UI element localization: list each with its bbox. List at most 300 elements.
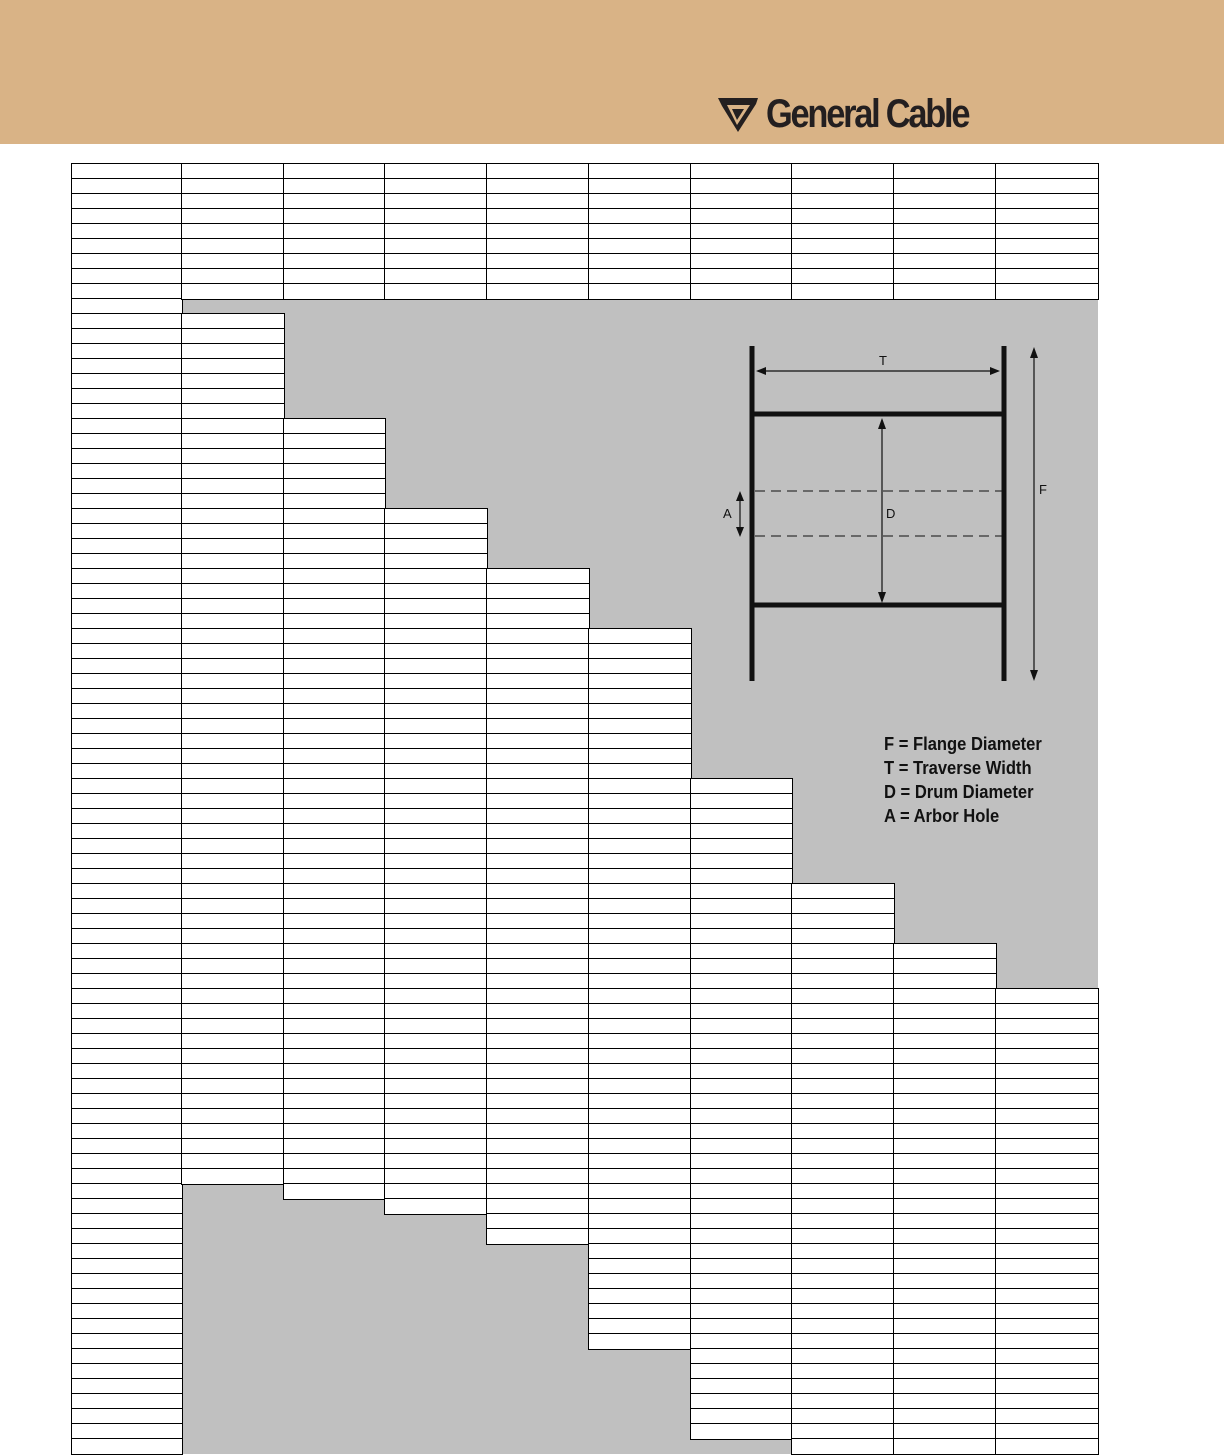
table-cell — [72, 539, 182, 554]
table-cell — [182, 734, 284, 749]
table-cell — [996, 1019, 1098, 1034]
table-cell — [385, 704, 487, 719]
table-cell — [792, 1214, 894, 1229]
table-cell — [487, 1109, 589, 1124]
table-cell — [894, 1409, 996, 1424]
table-cell — [284, 599, 385, 614]
table-cell — [385, 809, 487, 824]
table-cell — [385, 1124, 487, 1139]
table-cell — [792, 269, 894, 284]
table-cell — [996, 1229, 1098, 1244]
table-cell — [589, 914, 691, 929]
table-cell — [385, 599, 487, 614]
table-cell — [792, 1274, 894, 1289]
table-cell — [72, 494, 182, 509]
reel-legend — [884, 732, 1042, 828]
table-cell — [589, 959, 691, 974]
table-cell — [182, 689, 284, 704]
table-cell — [284, 269, 385, 284]
table-cell — [385, 764, 487, 779]
table-cell — [72, 164, 182, 179]
table-cell — [182, 524, 284, 539]
table-cell — [894, 269, 996, 284]
table-cell — [385, 569, 487, 584]
table-cell — [894, 1124, 996, 1139]
table-cell — [996, 1034, 1098, 1049]
table-cell — [72, 1229, 182, 1244]
table-cell — [182, 419, 284, 434]
table-cell — [996, 1094, 1098, 1109]
table-cell — [72, 359, 182, 374]
table-cell — [284, 1004, 385, 1019]
table-cell — [589, 1064, 691, 1079]
table-cell — [996, 254, 1098, 269]
table-cell — [385, 989, 487, 1004]
table-cell — [996, 164, 1098, 179]
table-cell — [182, 389, 284, 404]
table-cell — [72, 1064, 182, 1079]
table-cell — [182, 314, 284, 329]
table-cell — [691, 1124, 792, 1139]
table-cell — [996, 194, 1098, 209]
table-cell — [792, 179, 894, 194]
table-cell — [284, 1169, 385, 1184]
table-cell — [385, 584, 487, 599]
table-cell — [487, 1079, 589, 1094]
table-cell — [72, 1304, 182, 1319]
table-cell — [996, 1049, 1098, 1064]
table-cell — [72, 1349, 182, 1364]
table-cell — [487, 1094, 589, 1109]
table-cell — [996, 209, 1098, 224]
table-cell — [691, 1169, 792, 1184]
table-cell — [589, 1259, 691, 1274]
table-cell — [182, 1094, 284, 1109]
table-cell — [996, 1064, 1098, 1079]
table-cell — [385, 1079, 487, 1094]
table-cell — [996, 1409, 1098, 1424]
table-cell — [996, 1319, 1098, 1334]
table-cell — [691, 1049, 792, 1064]
table-cell — [72, 704, 182, 719]
table-cell — [72, 749, 182, 764]
table-cell — [487, 959, 589, 974]
table-cell — [385, 164, 487, 179]
table-cell — [691, 239, 792, 254]
table-cell — [72, 914, 182, 929]
table-cell — [385, 1034, 487, 1049]
table-cell — [284, 1124, 385, 1139]
table-cell — [284, 839, 385, 854]
table-cell — [894, 1139, 996, 1154]
table-cell — [284, 809, 385, 824]
table-cell — [72, 629, 182, 644]
table-cell — [385, 854, 487, 869]
table-cell — [589, 1019, 691, 1034]
table-cell — [894, 1199, 996, 1214]
table-cell — [894, 1319, 996, 1334]
table-cell — [691, 1079, 792, 1094]
table-cell — [691, 1004, 792, 1019]
table-cell — [792, 974, 894, 989]
table-cell — [72, 1409, 182, 1424]
table-cell — [792, 1139, 894, 1154]
table-cell — [691, 1349, 792, 1364]
table-cell — [589, 239, 691, 254]
table-cell — [385, 269, 487, 284]
table-cell — [284, 779, 385, 794]
table-cell — [487, 884, 589, 899]
table-cell — [182, 479, 284, 494]
table-cell — [589, 1274, 691, 1289]
table-cell — [487, 779, 589, 794]
table-cell — [487, 284, 589, 299]
table-cell — [894, 224, 996, 239]
table-cell — [589, 944, 691, 959]
table-cell — [284, 929, 385, 944]
table-cell — [72, 689, 182, 704]
table-cell — [894, 1064, 996, 1079]
table-cell — [72, 1154, 182, 1169]
table-cell — [487, 1049, 589, 1064]
table-cell — [487, 1124, 589, 1139]
table-cell — [182, 164, 284, 179]
table-cell — [487, 164, 589, 179]
table-cell — [72, 614, 182, 629]
table-cell — [182, 1019, 284, 1034]
table-cell — [487, 584, 589, 599]
table-cell — [589, 659, 691, 674]
table-cell — [792, 1259, 894, 1274]
table-cell — [487, 569, 589, 584]
table-cell — [72, 809, 182, 824]
table-cell — [691, 1304, 792, 1319]
table-cell — [487, 1214, 589, 1229]
table-cell — [894, 1244, 996, 1259]
table-cell — [894, 1424, 996, 1439]
table-cell — [182, 1034, 284, 1049]
table-cell — [182, 494, 284, 509]
table-cell — [284, 239, 385, 254]
table-cell — [792, 1379, 894, 1394]
table-cell — [182, 659, 284, 674]
table-cell — [284, 884, 385, 899]
table-cell — [182, 644, 284, 659]
table-cell — [691, 1409, 792, 1424]
table-cell — [589, 1034, 691, 1049]
table-cell — [691, 224, 792, 239]
table-cell — [284, 824, 385, 839]
table-cell — [894, 1004, 996, 1019]
table-cell — [894, 1229, 996, 1244]
table-cell — [691, 974, 792, 989]
table-cell — [385, 824, 487, 839]
table-cell — [487, 944, 589, 959]
table-cell — [792, 239, 894, 254]
table-cell — [792, 1004, 894, 1019]
table-cell — [385, 524, 487, 539]
table-cell — [182, 1169, 284, 1184]
table-cell — [792, 224, 894, 239]
table-cell — [792, 1154, 894, 1169]
table-cell — [792, 1289, 894, 1304]
table-cell — [487, 1034, 589, 1049]
table-cell — [894, 1274, 996, 1289]
table-cell — [996, 224, 1098, 239]
table-cell — [792, 1034, 894, 1049]
table-cell — [894, 1049, 996, 1064]
table-cell — [284, 1064, 385, 1079]
table-cell — [487, 659, 589, 674]
table-cell — [996, 1079, 1098, 1094]
table-cell — [996, 179, 1098, 194]
table-cell — [792, 1019, 894, 1034]
table-cell — [996, 1304, 1098, 1319]
table-cell — [691, 944, 792, 959]
table-cell — [589, 1319, 691, 1334]
table-cell — [996, 1184, 1098, 1199]
table-cell — [487, 599, 589, 614]
table-cell — [182, 839, 284, 854]
table-cell — [487, 674, 589, 689]
table-cell — [72, 1049, 182, 1064]
table-cell — [691, 794, 792, 809]
table-cell — [182, 254, 284, 269]
table-cell — [385, 509, 487, 524]
table-cell — [894, 1184, 996, 1199]
table-cell — [996, 1394, 1098, 1409]
table-cell — [72, 1439, 182, 1454]
table-cell — [792, 1439, 894, 1454]
table-cell — [487, 614, 589, 629]
table-cell — [589, 1004, 691, 1019]
table-cell — [72, 269, 182, 284]
table-cell — [487, 749, 589, 764]
table-cell — [792, 899, 894, 914]
table-cell — [589, 869, 691, 884]
table-cell — [72, 434, 182, 449]
table-cell — [385, 1139, 487, 1154]
header-banner — [0, 0, 1224, 144]
table-cell — [72, 779, 182, 794]
table-cell — [182, 1124, 284, 1139]
table-cell — [182, 914, 284, 929]
table-cell — [487, 254, 589, 269]
table-cell — [385, 1064, 487, 1079]
table-cell — [589, 1289, 691, 1304]
table-cell — [894, 1169, 996, 1184]
table-cell — [385, 974, 487, 989]
table-cell — [589, 1079, 691, 1094]
table-cell — [996, 1379, 1098, 1394]
table-cell — [792, 1409, 894, 1424]
table-cell — [182, 929, 284, 944]
table-cell — [589, 929, 691, 944]
table-cell — [284, 704, 385, 719]
table-cell — [182, 194, 284, 209]
table-cell — [792, 209, 894, 224]
table-cell — [691, 1034, 792, 1049]
table-cell — [385, 284, 487, 299]
table-cell — [691, 284, 792, 299]
table-cell — [385, 1004, 487, 1019]
table-cell — [589, 764, 691, 779]
table-cell — [487, 914, 589, 929]
table-cell — [284, 1154, 385, 1169]
table-cell — [691, 884, 792, 899]
table-cell — [487, 809, 589, 824]
table-cell — [284, 1049, 385, 1064]
table-cell — [284, 794, 385, 809]
table-cell — [72, 1289, 182, 1304]
table-cell — [72, 584, 182, 599]
table-cell — [792, 944, 894, 959]
table-cell — [589, 629, 691, 644]
table-cell — [72, 869, 182, 884]
table-cell — [284, 209, 385, 224]
table-cell — [284, 434, 385, 449]
table-cell — [589, 719, 691, 734]
table-cell — [487, 734, 589, 749]
table-cell — [72, 839, 182, 854]
table-cell — [691, 1094, 792, 1109]
table-cell — [72, 224, 182, 239]
table-cell — [589, 779, 691, 794]
table-cell — [72, 1379, 182, 1394]
table-cell — [182, 809, 284, 824]
table-cell — [284, 554, 385, 569]
table-cell — [182, 764, 284, 779]
table-cell — [72, 794, 182, 809]
table-cell — [487, 269, 589, 284]
table-cell — [589, 1304, 691, 1319]
table-cell — [182, 629, 284, 644]
table-cell — [284, 689, 385, 704]
table-cell — [284, 419, 385, 434]
table-cell — [72, 179, 182, 194]
table-cell — [792, 1109, 894, 1124]
table-cell — [182, 719, 284, 734]
table-cell — [691, 1424, 792, 1439]
table-cell — [487, 1064, 589, 1079]
table-cell — [72, 404, 182, 419]
legend-flange: F = Flange Diameter — [884, 734, 1042, 754]
table-cell — [792, 1169, 894, 1184]
table-cell — [691, 1214, 792, 1229]
table-cell — [284, 179, 385, 194]
table-cell — [589, 884, 691, 899]
table-cell — [691, 164, 792, 179]
brand-name: General Cable — [766, 92, 969, 136]
table-cell — [284, 254, 385, 269]
table-cell — [385, 839, 487, 854]
table-cell — [894, 1304, 996, 1319]
table-cell — [385, 674, 487, 689]
table-cell — [182, 599, 284, 614]
table-cell — [182, 1064, 284, 1079]
table-cell — [589, 974, 691, 989]
table-cell — [792, 1334, 894, 1349]
table-cell — [691, 1319, 792, 1334]
table-cell — [996, 1124, 1098, 1139]
table-cell — [182, 584, 284, 599]
table-cell — [589, 179, 691, 194]
table-cell — [284, 614, 385, 629]
table-cell — [589, 734, 691, 749]
table-cell — [72, 944, 182, 959]
table-cell — [487, 704, 589, 719]
table-cell — [589, 269, 691, 284]
table-cell — [284, 1079, 385, 1094]
table-cell — [72, 1244, 182, 1259]
table-cell — [691, 1259, 792, 1274]
table-cell — [792, 1244, 894, 1259]
table-cell — [792, 1304, 894, 1319]
table-cell — [385, 749, 487, 764]
table-cell — [182, 224, 284, 239]
table-cell — [385, 644, 487, 659]
table-cell — [487, 689, 589, 704]
table-cell — [182, 1004, 284, 1019]
table-cell — [284, 629, 385, 644]
table-cell — [385, 179, 487, 194]
table-cell — [487, 1019, 589, 1034]
table-cell — [589, 824, 691, 839]
table-cell — [385, 1199, 487, 1214]
table-cell — [385, 1019, 487, 1034]
table-cell — [72, 899, 182, 914]
table-cell — [72, 419, 182, 434]
table-cell — [284, 749, 385, 764]
table-cell — [487, 854, 589, 869]
table-cell — [182, 284, 284, 299]
table-cell — [487, 179, 589, 194]
table-cell — [894, 1349, 996, 1364]
table-cell — [691, 194, 792, 209]
table-cell — [894, 284, 996, 299]
table-cell — [894, 179, 996, 194]
table-cell — [284, 569, 385, 584]
table-cell — [72, 209, 182, 224]
table-cell — [792, 284, 894, 299]
table-cell — [72, 524, 182, 539]
table-cell — [72, 1124, 182, 1139]
table-cell — [487, 719, 589, 734]
table-cell — [72, 1364, 182, 1379]
table-cell — [72, 509, 182, 524]
table-cell — [72, 824, 182, 839]
table-cell — [182, 824, 284, 839]
table-cell — [691, 824, 792, 839]
table-cell — [792, 1394, 894, 1409]
table-cell — [691, 1019, 792, 1034]
table-cell — [691, 269, 792, 284]
table-cell — [996, 1244, 1098, 1259]
table-cell — [284, 494, 385, 509]
table-cell — [589, 1184, 691, 1199]
table-cell — [996, 1199, 1098, 1214]
table-cell — [72, 239, 182, 254]
table-cell — [792, 1319, 894, 1334]
table-cell — [284, 449, 385, 464]
table-cell — [182, 884, 284, 899]
table-cell — [182, 989, 284, 1004]
table-cell — [691, 1229, 792, 1244]
table-cell — [589, 1154, 691, 1169]
table-cell — [72, 1139, 182, 1154]
table-cell — [284, 164, 385, 179]
table-cell — [589, 749, 691, 764]
